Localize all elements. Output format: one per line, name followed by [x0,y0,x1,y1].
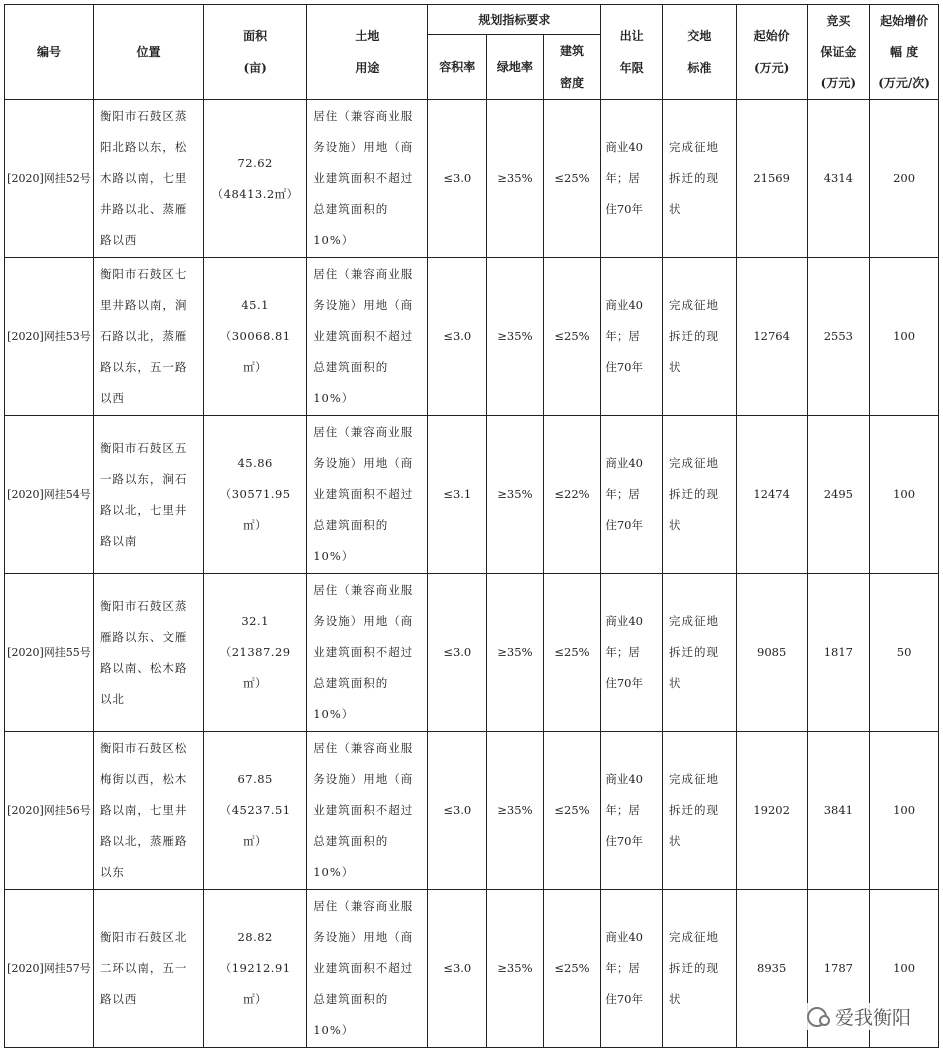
cell-term: 商业40 年；居 住70年 [601,100,663,258]
header-deposit: 竞买 保证金 (万元) [807,5,870,100]
cell-increment: 50 [870,574,939,732]
header-code: 编号 [5,5,94,100]
header-density: 建筑 密度 [543,35,601,100]
cell-land-use: 居住（兼容商业服 务设施）用地（商 业建筑面积不超过 总建筑面积的 10%） [307,890,428,1048]
cell-land-use: 居住（兼容商业服 务设施）用地（商 业建筑面积不超过 总建筑面积的 10%） [307,258,428,416]
cell-area: 45.86 （30571.95 ㎡） [204,416,307,574]
cell-code: [2020]网挂54号 [5,416,94,574]
header-start-price: 起始价 (万元) [736,5,807,100]
table-row [5,574,939,732]
cell-green: ≥35% [487,574,544,732]
cell-start-price: 8935 [736,890,807,1048]
cell-delivery: 完成征地 拆迁的现 状 [662,732,736,890]
table-header [5,5,939,100]
cell-delivery: 完成征地 拆迁的现 状 [662,258,736,416]
header-location: 位置 [93,5,203,100]
header-delivery: 交地 标准 [662,5,736,100]
cell-deposit: 4314 [807,100,870,258]
cell-code: [2020]网挂53号 [5,258,94,416]
cell-area: 72.62 （48413.2㎡） [204,100,307,258]
cell-location: 衡阳市石鼓区北 二环以南，五一 路以西 [93,890,203,1048]
header-term: 出让 年限 [601,5,663,100]
cell-term: 商业40 年；居 住70年 [601,890,663,1048]
cell-term: 商业40 年；居 住70年 [601,574,663,732]
cell-area: 28.82 （19212.91 ㎡） [204,890,307,1048]
cell-far: ≤3.0 [428,732,487,890]
header-area: 面积 (亩) [204,5,307,100]
watermark-text: 爱我衡阳 [834,1007,911,1029]
cell-area: 67.85 （45237.51 ㎡） [204,732,307,890]
cell-density: ≤25% [543,574,601,732]
cell-start-price: 21569 [736,100,807,258]
cell-area: 45.1 （30068.81 ㎡） [204,258,307,416]
cell-density: ≤25% [543,100,601,258]
cell-density: ≤22% [543,416,601,574]
cell-increment: 100 [870,416,939,574]
cell-increment: 100 [870,258,939,416]
cell-location: 衡阳市石鼓区七 里井路以南，涧 石路以北，蒸雁 路以东，五一路 以西 [93,258,203,416]
cell-delivery: 完成征地 拆迁的现 状 [662,890,736,1048]
cell-land-use: 居住（兼容商业服 务设施）用地（商 业建筑面积不超过 总建筑面积的 10%） [307,100,428,258]
header-far: 容积率 [428,35,487,100]
header-land-use: 土地 用途 [307,5,428,100]
table-row [5,100,939,258]
cell-start-price: 12474 [736,416,807,574]
header-planning: 规划指标要求 [428,5,601,35]
cell-deposit: 1817 [807,574,870,732]
table-row [5,258,939,416]
cell-code: [2020]网挂57号 [5,890,94,1048]
cell-code: [2020]网挂56号 [5,732,94,890]
cell-density: ≤25% [543,732,601,890]
cell-far: ≤3.0 [428,890,487,1048]
header-green: 绿地率 [487,35,544,100]
cell-code: [2020]网挂52号 [5,100,94,258]
cell-start-price: 9085 [736,574,807,732]
cell-far: ≤3.0 [428,574,487,732]
cell-density: ≤25% [543,890,601,1048]
cell-deposit: 2495 [807,416,870,574]
cell-green: ≥35% [487,258,544,416]
cell-green: ≥35% [487,890,544,1048]
cell-location: 衡阳市石鼓区五 一路以东，涧石 路以北，七里井 路以南 [93,416,203,574]
cell-deposit: 1787 [807,890,870,1048]
cell-far: ≤3.0 [428,258,487,416]
cell-code: [2020]网挂55号 [5,574,94,732]
cell-green: ≥35% [487,100,544,258]
cell-term: 商业40 年；居 住70年 [601,732,663,890]
cell-delivery: 完成征地 拆迁的现 状 [662,416,736,574]
table-row [5,416,939,574]
cell-increment: 200 [870,100,939,258]
cell-delivery: 完成征地 拆迁的现 状 [662,574,736,732]
cell-land-use: 居住（兼容商业服 务设施）用地（商 业建筑面积不超过 总建筑面积的 10%） [307,416,428,574]
wechat-icon [807,1007,827,1027]
cell-increment: 100 [870,890,939,1048]
cell-increment: 100 [870,732,939,890]
cell-green: ≥35% [487,732,544,890]
cell-delivery: 完成征地 拆迁的现 状 [662,100,736,258]
cell-term: 商业40 年；居 住70年 [601,258,663,416]
table-body [5,100,939,1048]
land-auction-table [4,4,939,1048]
cell-area: 32.1 （21387.29 ㎡） [204,574,307,732]
cell-start-price: 19202 [736,732,807,890]
cell-far: ≤3.1 [428,416,487,574]
watermark [805,1003,913,1030]
table-row [5,890,939,1048]
cell-deposit: 2553 [807,258,870,416]
cell-location: 衡阳市石鼓区蒸 雁路以东、文雁 路以南、松木路 以北 [93,574,203,732]
table-row [5,732,939,890]
cell-land-use: 居住（兼容商业服 务设施）用地（商 业建筑面积不超过 总建筑面积的 10%） [307,574,428,732]
cell-start-price: 12764 [736,258,807,416]
cell-deposit: 3841 [807,732,870,890]
cell-far: ≤3.0 [428,100,487,258]
cell-density: ≤25% [543,258,601,416]
header-increment: 起始增价 幅 度 (万元/次) [870,5,939,100]
cell-term: 商业40 年；居 住70年 [601,416,663,574]
cell-location: 衡阳市石鼓区松 梅街以西，松木 路以南，七里井 路以北，蒸雁路 以东 [93,732,203,890]
cell-green: ≥35% [487,416,544,574]
cell-land-use: 居住（兼容商业服 务设施）用地（商 业建筑面积不超过 总建筑面积的 10%） [307,732,428,890]
cell-location: 衡阳市石鼓区蒸 阳北路以东，松 木路以南，七里 井路以北、蒸雁 路以西 [93,100,203,258]
